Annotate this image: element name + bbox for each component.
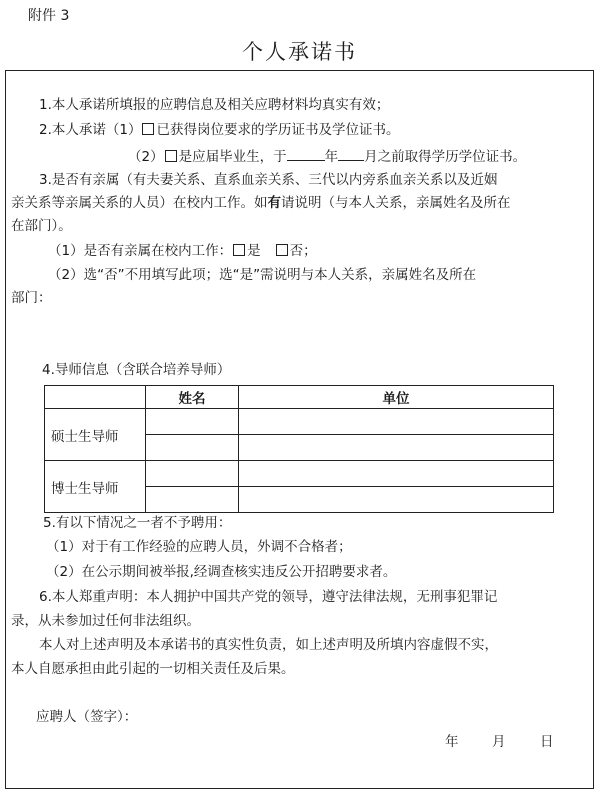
- item-2-option-2-text-a: 是应届毕业生，于: [178, 149, 287, 165]
- attachment-label: 附件 3: [28, 8, 70, 24]
- doctor-mentor-label: 博士生导师: [45, 461, 146, 513]
- item-6-line-2: 录，从未参加过任何非法组织。: [11, 613, 200, 629]
- date-day-label: 日: [540, 734, 554, 750]
- master-mentor-name-2[interactable]: [146, 435, 239, 461]
- relative-question-line: [48, 242, 317, 260]
- mentor-header-name: 姓名: [146, 386, 239, 409]
- degree-obtained-checkbox[interactable]: [142, 123, 154, 135]
- relative-explain-line-2: 部门：: [11, 290, 52, 306]
- item-3-line-2-bold: 有: [267, 195, 281, 211]
- doctor-mentor-name-1[interactable]: [146, 461, 239, 487]
- item-2-line: [39, 121, 399, 139]
- item-3-line-3: 在部门）。: [11, 218, 72, 234]
- doctor-mentor-unit-1[interactable]: [239, 461, 554, 487]
- item-3-line-2-b: 请说明（与本人关系，亲属姓名及所在: [281, 195, 511, 211]
- item-2-prefix: 2.本人承诺（1）: [39, 122, 142, 138]
- relative-no-checkbox[interactable]: [276, 244, 288, 256]
- year-unit: 年: [324, 149, 339, 165]
- relative-question-text: （1）是否有亲属在校内工作：: [48, 243, 233, 259]
- relative-no-label: 否；: [289, 243, 317, 259]
- page-title: 个人承诺书: [242, 40, 357, 64]
- item-5-line-2: （1）对于有工作经验的应聘人员，外调不合格者；: [46, 539, 352, 555]
- doctor-mentor-unit-2[interactable]: [239, 487, 554, 513]
- master-mentor-row: [45, 409, 554, 435]
- item-6-line-1: 6.本人郑重声明：本人拥护中国共产党的领导，遵守法律法规，无刑事犯罪记: [39, 589, 498, 605]
- item-3-line-2: [11, 194, 511, 212]
- master-mentor-name-1[interactable]: [146, 409, 239, 435]
- date-year-label: 年: [445, 734, 459, 750]
- doctor-mentor-name-2[interactable]: [146, 487, 239, 513]
- date-month-label: 月: [492, 734, 506, 750]
- item-2-option-2-text-c: 月之前取得学历学位证书。: [364, 149, 527, 165]
- mentor-info-label: 4.导师信息（含联合培养导师）: [42, 362, 231, 378]
- item-2-option-2-line: [128, 146, 526, 166]
- mentor-info-table: [44, 385, 554, 513]
- mentor-table-header: [45, 386, 554, 409]
- item-5-line-3: （2）在公示期间被举报,经调查核实违反公开招聘要求者。: [46, 564, 397, 580]
- mentor-header-unit: 单位: [239, 386, 554, 409]
- item-5-line-1: 5.有以下情况之一者不予聘用：: [43, 515, 232, 531]
- item-1-text: 1.本人承诺所填报的应聘信息及相关应聘材料均真实有效；: [39, 97, 390, 113]
- declaration-line-2: 本人自愿承担由此引起的一切相关责任及后果。: [11, 661, 295, 677]
- master-mentor-unit-1[interactable]: [239, 409, 554, 435]
- master-mentor-label: 硕士生导师: [45, 409, 146, 461]
- item-2-option-1: 已获得岗位要求的学历证书及学位证书。: [156, 122, 400, 138]
- graduation-month-field[interactable]: [338, 146, 364, 161]
- item-3-line-2-a: 亲关系等亲属关系的人员）在校内工作。如: [11, 195, 268, 211]
- master-mentor-unit-2[interactable]: [239, 435, 554, 461]
- graduation-year-field[interactable]: [287, 146, 325, 161]
- declaration-line-1: 本人对上述声明及本承诺书的真实性负责，如上述声明及所填内容虚假不实，: [39, 637, 498, 653]
- item-3-line-1: 3.是否有亲属（有夫妻关系、直系血亲关系、三代以内旁系血亲关系以及近姻: [39, 172, 498, 188]
- fresh-graduate-checkbox[interactable]: [165, 150, 177, 162]
- relative-yes-label: 是: [247, 243, 261, 259]
- mentor-header-blank: [45, 386, 146, 409]
- signature-label: 应聘人（签字）：: [36, 709, 138, 725]
- relative-yes-checkbox[interactable]: [233, 244, 245, 256]
- doctor-mentor-row: [45, 461, 554, 487]
- item-2-option-2-prefix: （2）: [128, 149, 164, 165]
- relative-explain-line-1: （2）选“否”不用填写此项；选“是”需说明与本人关系，亲属姓名及所在: [48, 267, 477, 283]
